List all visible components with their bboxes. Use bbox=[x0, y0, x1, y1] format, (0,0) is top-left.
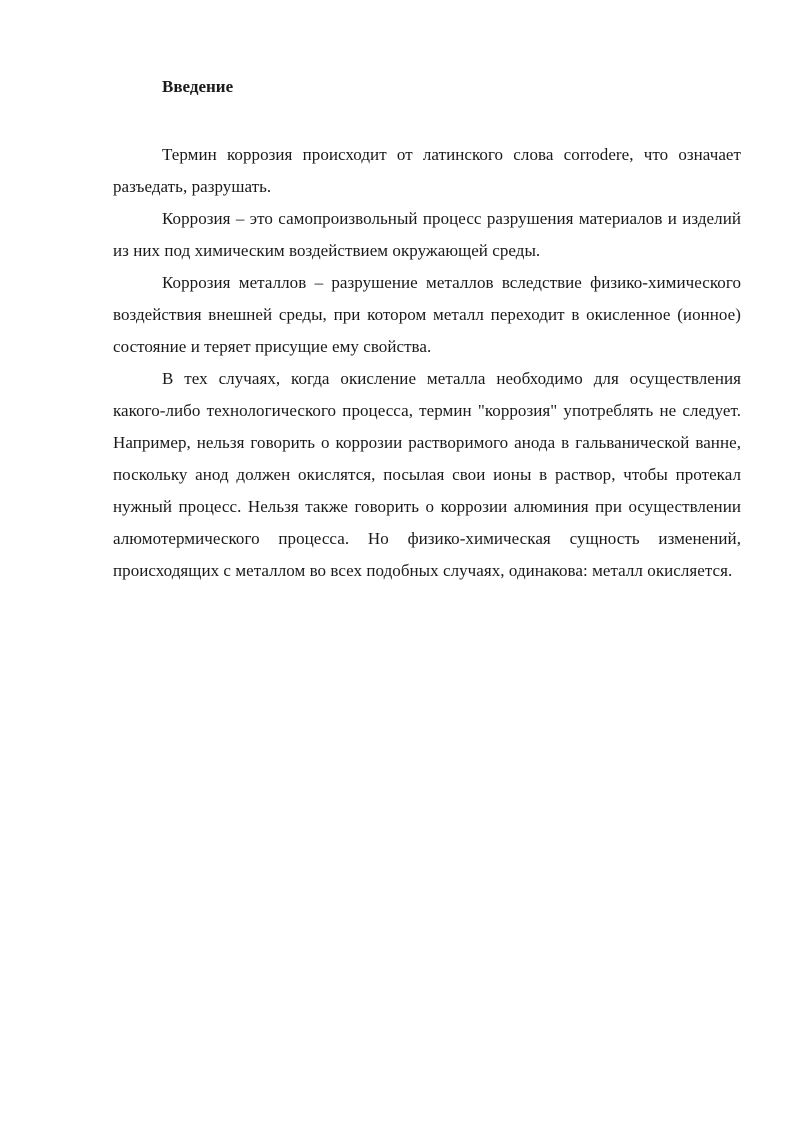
paragraph-term-origin: Термин коррозия происходит от латинского слова corrodere, что означает разъедать, разрушать. bbox=[113, 145, 741, 196]
document-body bbox=[113, 139, 741, 587]
paragraph-oxidation-cases: В тех случаях, когда окисление металла необходимо для осуществления какого-либо технологического процесса, термин "коррозия" употреблять не следует. Например, нельзя говорить о коррозии растворимого анода в гальванической ванне, поскольку анод должен окислятся, посылая свои ионы в раствор, чтобы протекал нужный процесс. Нельзя также говорить о коррозии алюминия при осуществлении алюмотермического процесса. Но физико-химическая сущность изменений, происходящих с металлом во всех подобных случаях, одинакова: металл окисляется. bbox=[113, 369, 741, 580]
document-page bbox=[113, 0, 741, 1131]
section-heading: Введение bbox=[162, 77, 234, 96]
paragraph-metal-corrosion: Коррозия металлов – разрушение металлов вследствие физико-химического воздействия внешней среды, при котором металл переходит в окисленное (ионное) состояние и теряет присущие ему свойства. bbox=[113, 273, 741, 356]
paragraph-corrosion-definition: Коррозия – это самопроизвольный процесс разрушения материалов и изделий из них под химическим воздействием окружающей среды. bbox=[113, 209, 741, 260]
